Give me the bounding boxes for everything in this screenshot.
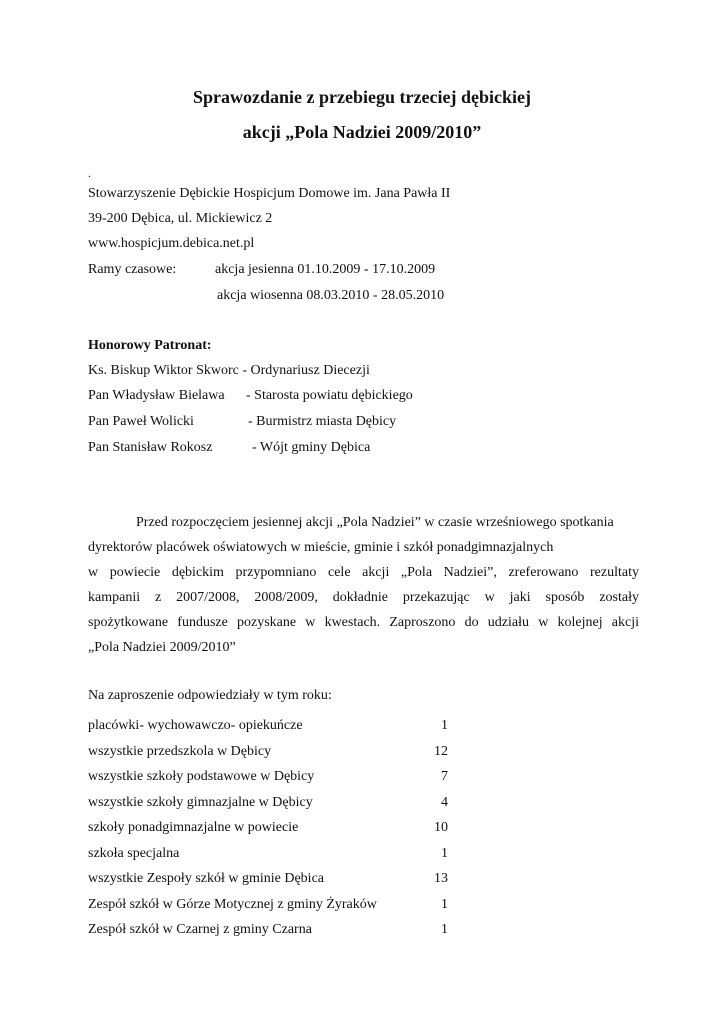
item-label: wszystkie Zespoły szkół w gminie Dębica	[88, 871, 325, 886]
responses-list	[88, 713, 448, 943]
item-label: szkoła specjalna	[88, 845, 180, 861]
list-item	[88, 841, 448, 867]
timeframe-autumn: akcja jesienna 01.10.2009 - 17.10.2009	[215, 262, 436, 277]
list-item	[88, 739, 448, 765]
patron-name: Ks. Biskup Wiktor Skworc - Ordynariusz Diecezji	[88, 363, 370, 378]
item-label: szkoły ponadgimnazjalne w powiecie	[88, 820, 299, 835]
org-website: www.hospicjum.debica.net.pl	[88, 236, 255, 251]
paragraph-line: w powiecie dębickim przypomniano cele akcji „Pola Nadziei”, zreferowano rezultaty	[88, 565, 639, 580]
list-item	[88, 764, 448, 790]
paragraph-line: Przed rozpoczęciem jesiennej akcji „Pola Nadziei” w czasie wrześniowego spotkania	[136, 515, 614, 530]
report-title-line-2: akcji „Pola Nadziei 2009/2010”	[242, 122, 482, 142]
item-label: wszystkie szkoły podstawowe w Dębicy	[88, 769, 315, 784]
paragraph-line: kampanii z 2007/2008, 2008/2009, dokładnie przekazując w jaki sposób zostały	[88, 590, 639, 605]
item-count: 1	[441, 896, 448, 912]
item-label: Zespół szkół w Górze Motycznej z gminy Żyraków	[88, 896, 377, 912]
list-item	[88, 866, 448, 892]
list-item	[88, 815, 448, 841]
patron-name: Pan Paweł Wolicki	[88, 414, 194, 429]
item-count: 10	[434, 820, 448, 835]
item-count: 1	[441, 922, 448, 937]
list-item	[88, 917, 448, 943]
list-item	[88, 790, 448, 816]
timeframe-spring: akcja wiosenna 08.03.2010 - 28.05.2010	[217, 288, 445, 303]
item-label: wszystkie przedszkola w Dębicy	[88, 743, 272, 759]
patron-role: - Starosta powiatu dębickiego	[246, 388, 413, 403]
item-label: Zespół szkół w Czarnej z gminy Czarna	[88, 922, 312, 937]
patron-name: Pan Stanisław Rokosz	[88, 440, 213, 455]
patron-role: - Burmistrz miasta Dębicy	[248, 414, 397, 429]
item-count: 4	[441, 794, 448, 810]
item-label: wszystkie szkoły gimnazjalne w Dębicy	[88, 794, 313, 810]
paragraph-line: spożytkowane fundusze pozyskane w kwestach. Zaproszono do udziału w kolejnej akcji	[88, 615, 639, 630]
item-count: 7	[441, 769, 448, 784]
patronage-heading: Honorowy Patronat:	[88, 338, 212, 353]
org-address: 39-200 Dębica, ul. Mickiewicz 2	[88, 211, 273, 226]
item-count: 1	[441, 718, 448, 733]
org-name: Stowarzyszenie Dębickie Hospicjum Domowe im. Jana Pawła II	[88, 186, 451, 201]
stray-dot: .	[88, 166, 91, 180]
timeframe-label: Ramy czasowe:	[88, 262, 177, 277]
list-item	[88, 713, 448, 739]
responses-heading: Na zaproszenie odpowiedziały w tym roku:	[88, 688, 332, 703]
paragraph-line: „Pola Nadziei 2009/2010”	[88, 640, 236, 655]
intro-paragraph	[88, 510, 639, 660]
item-count: 1	[441, 845, 448, 861]
item-label: placówki- wychowawczo- opiekuńcze	[88, 718, 303, 733]
patron-role: - Wójt gminy Dębica	[252, 440, 371, 455]
patron-name: Pan Władysław Bielawa	[88, 388, 225, 403]
item-count: 13	[434, 871, 448, 886]
item-count: 12	[434, 743, 448, 759]
report-title-line-1: Sprawozdanie z przebiegu trzeciej dębickiej	[193, 87, 531, 107]
list-item	[88, 892, 448, 918]
paragraph-line: dyrektorów placówek oświatowych w mieście, gminie i szkół ponadgimnazjalnych	[88, 540, 554, 555]
